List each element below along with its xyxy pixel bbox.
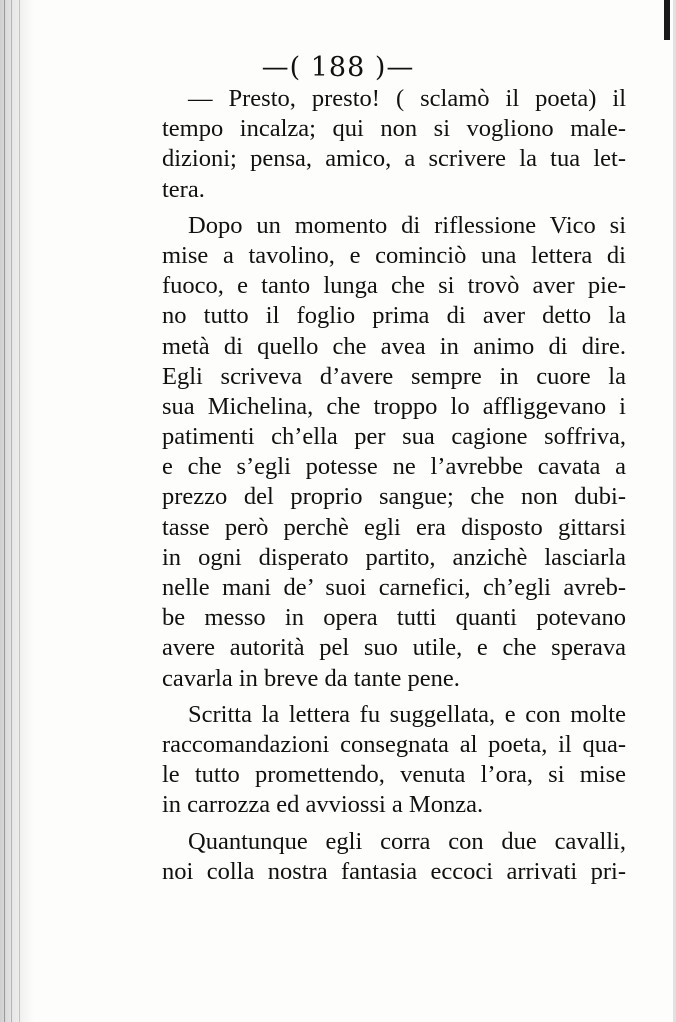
text-line: Scritta la lettera fu suggellata, e con molte <box>188 700 626 728</box>
paragraph <box>162 700 626 821</box>
text-line: raccomandazioni consegnata al poeta, il qua- <box>162 730 626 758</box>
paragraph <box>162 211 626 694</box>
body-text <box>162 84 626 887</box>
text-line: prezzo del proprio sangue; che non dubi- <box>162 483 626 511</box>
text-line: metà di quello che avea in animo di dire. <box>162 332 626 360</box>
text-line: Quantunque egli corra con due cavalli, <box>188 827 626 855</box>
page-number: —( 188 )— <box>261 52 415 83</box>
text-line: dizioni; pensa, amico, a scrivere la tua let- <box>162 145 626 173</box>
text-line: fuoco, e tanto lunga che si trovò aver pie- <box>162 272 626 300</box>
text-line: avere autorità pel suo utile, e che sperava <box>162 634 626 662</box>
paragraph <box>162 827 626 887</box>
text-line: Egli scriveva d’avere sempre in cuore la <box>162 362 626 390</box>
text-line: noi colla nostra fantasia eccoci arrivati pri- <box>162 857 626 885</box>
page-gutter-shadow <box>0 0 34 1022</box>
text-line: tasse però perchè egli era disposto gittarsi <box>162 513 626 541</box>
text-line: mise a tavolino, e cominciò una lettera di <box>162 241 626 269</box>
text-line: in carrozza ed avviossi a Monza. <box>162 791 484 819</box>
gutter-line <box>19 0 20 1022</box>
text-line: tempo incalza; qui non si vogliono male- <box>162 115 626 143</box>
text-line: no tutto il foglio prima di aver detto la <box>162 302 626 330</box>
paragraph <box>162 84 626 205</box>
text-line: cavarla in breve da tante pene. <box>162 664 460 692</box>
gutter-line <box>11 0 12 1022</box>
text-line: tera. <box>162 175 205 203</box>
text-line: nelle mani de’ suoi carnefici, ch’egli avreb- <box>162 574 626 601</box>
gutter-line <box>4 0 5 1022</box>
page-corner-mark <box>664 0 670 40</box>
text-line: in ogni disperato partito, anzichè lasciarla <box>162 543 626 571</box>
text-line: le tutto promettendo, venuta l’ora, si mise <box>162 761 626 789</box>
text-line: — Presto, presto! ( sclamò il poeta) il <box>188 85 626 112</box>
text-line: Dopo un momento di riflessione Vico si <box>188 211 626 239</box>
text-line: be messo in opera tutti quanti potevano <box>162 604 626 632</box>
text-line: e che s’egli potesse ne l’avrebbe cavata a <box>162 453 626 481</box>
text-line: patimenti ch’ella per sua cagione soffriva, <box>162 423 626 451</box>
text-line: sua Michelina, che troppo lo affliggevano i <box>162 392 626 420</box>
